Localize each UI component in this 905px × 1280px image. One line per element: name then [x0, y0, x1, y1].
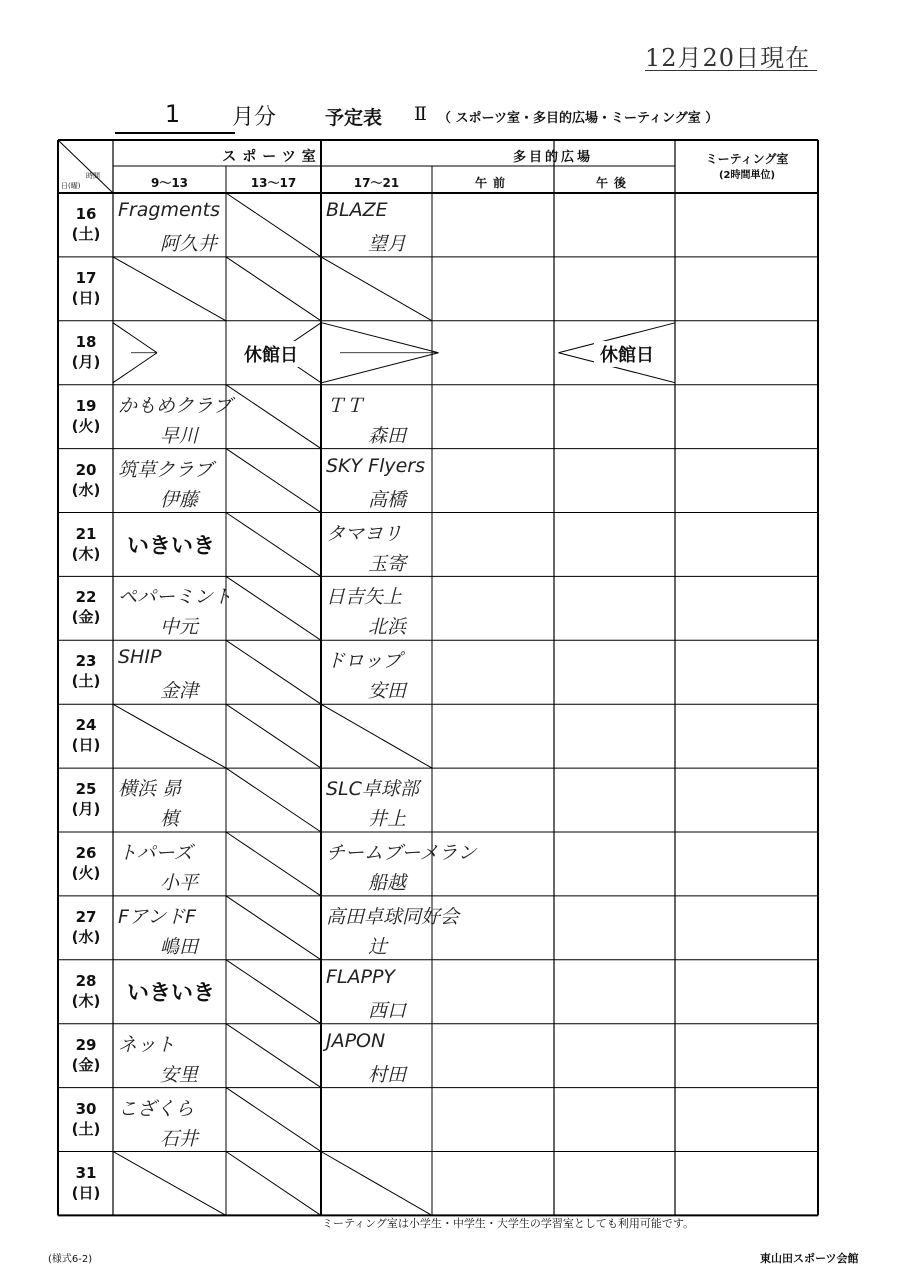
booking-contact-name: 嶋田 [160, 935, 199, 958]
booking-group-name: SHIP [118, 646, 162, 669]
as-of-date-text: 12月20日現在 [645, 44, 811, 72]
closed-line [322, 323, 439, 353]
header-meeting-room: ミーティング室 [705, 152, 789, 166]
corner-day-label: 日(曜) [61, 182, 81, 190]
day-number: 24 [75, 716, 97, 735]
day-number: 18 [75, 332, 97, 351]
booking-contact-name: 阿久井 [160, 233, 218, 255]
day-number: 31 [75, 1163, 97, 1182]
header-slot-17-21: 17～21 [353, 176, 400, 190]
day-of-week: (日) [71, 736, 101, 755]
booking-contact-name: 井上 [368, 808, 407, 831]
booking-group-name: トパーズ [118, 842, 193, 864]
schedule-label: 予定表 [325, 107, 383, 129]
booking-contact-name: 辻 [368, 935, 388, 958]
corner-time-label: 時間 [86, 172, 100, 180]
day-of-week: (木) [71, 544, 101, 563]
unavailable-slash [113, 1152, 226, 1216]
unavailable-slash [113, 704, 226, 768]
day-number: 28 [75, 971, 97, 990]
day-of-week: (金) [71, 1055, 101, 1074]
title-subtitle: （ スポーツ室・多目的広場・ミーティング室 ） [438, 111, 719, 126]
booking-group-name: ペパーミント [118, 586, 233, 609]
day-of-week: (月) [71, 800, 101, 819]
booking-group-name: 日吉矢上 [326, 586, 403, 609]
unavailable-slash [321, 704, 432, 768]
booking-group-name: Fragments [118, 199, 221, 221]
booking-contact-name: 安田 [368, 680, 407, 703]
closed-day-label: 休館日 [594, 341, 660, 367]
table-roman-numeral: Ⅱ [414, 103, 427, 125]
day-of-week: (月) [71, 352, 101, 371]
booking-group-name: 高田卓球同好会 [326, 905, 460, 928]
unavailable-slash [226, 1024, 321, 1088]
unavailable-slash [226, 385, 321, 449]
unavailable-slash [226, 1088, 321, 1152]
unavailable-slash [113, 257, 226, 321]
day-number: 16 [75, 205, 97, 223]
booking-contact-name: 中元 [160, 616, 199, 639]
header-morning: 午前 [474, 176, 511, 190]
booking-group-name: SLC卓球部 [326, 778, 419, 801]
day-of-week: (金) [71, 608, 101, 627]
booking-contact-name: 伊藤 [160, 488, 199, 511]
unavailable-slash [226, 896, 321, 960]
booking-group-name: ドロップ [326, 650, 402, 673]
day-number: 30 [75, 1099, 97, 1118]
day-of-week: (日) [71, 1183, 101, 1202]
footer-note: ミーティング室は小学生・中学生・大学生の学習室としても利用可能です。 [322, 1217, 695, 1230]
unavailable-slash [226, 704, 321, 768]
unavailable-slash [226, 960, 321, 1024]
booking-contact-name: 石井 [160, 1127, 199, 1150]
unavailable-slash [226, 576, 321, 640]
day-of-week: (土) [71, 1119, 101, 1138]
header-slot-13-17: 13～17 [250, 176, 297, 190]
day-of-week: (水) [71, 480, 101, 499]
header-afternoon: 午後 [595, 176, 632, 190]
booking-contact-name: 望月 [368, 233, 407, 255]
booking-contact-name: 高橋 [368, 488, 407, 511]
booking-contact-name: 小平 [160, 872, 199, 894]
day-number: 22 [75, 588, 97, 607]
closed-day-label: 休館日 [238, 341, 304, 367]
day-of-week: (水) [71, 927, 101, 946]
booking-contact-name: 金津 [160, 680, 199, 703]
day-of-week: (土) [71, 672, 101, 691]
booking-contact-name: 森田 [368, 424, 407, 447]
booking-group-name: こざくら [118, 1097, 195, 1120]
day-number: 25 [75, 780, 97, 799]
day-number: 29 [75, 1035, 97, 1054]
booking-contact-name: 北浜 [368, 616, 407, 639]
booking-group-name: FLAPPY [326, 965, 396, 988]
day-number: 21 [75, 524, 97, 543]
booking-group-name: 横浜 昴 [118, 778, 182, 801]
booking-contact-name: 西口 [368, 999, 407, 1022]
day-of-week: (火) [71, 864, 101, 882]
unavailable-slash [226, 1152, 321, 1216]
unavailable-slash [226, 640, 321, 704]
day-number: 17 [75, 268, 97, 287]
closed-line [113, 323, 157, 353]
day-of-week: (土) [71, 225, 101, 243]
booking-contact-name: 村田 [368, 1063, 407, 1086]
booking-contact-name: 安里 [160, 1063, 199, 1086]
booking-group-name: 筑草クラブ [118, 458, 214, 481]
day-of-week: (日) [71, 288, 101, 307]
booking-group-name: ＴＴ [326, 394, 365, 417]
header-multipurpose: 多目的広場 [512, 150, 593, 165]
booking-group-name: タマヨリ [326, 522, 403, 545]
booking-group-name: いきいき [127, 533, 216, 559]
month-number: 1 [164, 100, 181, 128]
day-number: 23 [75, 652, 97, 671]
unavailable-slash [226, 449, 321, 513]
booking-contact-name: 船越 [368, 872, 407, 894]
organization-name: 東山田スポーツ会館 [760, 1252, 859, 1265]
booking-contact-name: 玉寄 [368, 552, 407, 575]
day-number: 26 [75, 844, 97, 862]
unavailable-slash [321, 257, 432, 321]
unavailable-slash [226, 193, 321, 257]
header-sports-room: スポーツ室 [222, 149, 322, 165]
booking-group-name: FアンドF [118, 905, 197, 928]
booking-contact-name: 槙 [160, 808, 180, 831]
unavailable-slash [226, 832, 321, 896]
booking-group-name: JAPON [326, 1029, 386, 1052]
day-number: 19 [75, 396, 97, 415]
booking-group-name: BLAZE [326, 199, 388, 221]
day-number: 27 [75, 907, 97, 926]
booking-group-name: チームブーメラン [326, 842, 477, 864]
booking-group-name: ネット [118, 1033, 176, 1056]
booking-group-name: SKY Flyers [326, 454, 426, 477]
booking-contact-name: 早川 [160, 424, 199, 447]
closed-line [322, 353, 439, 383]
unavailable-slash [321, 1152, 432, 1216]
form-number: (様式6-2) [48, 1254, 93, 1265]
month-label: 月分 [232, 105, 277, 130]
day-of-week: (木) [71, 991, 101, 1010]
unavailable-slash [226, 257, 321, 321]
booking-group-name: かもめクラブ [118, 394, 233, 417]
header-meeting-sub: (2時間単位) [718, 170, 776, 181]
unavailable-slash [226, 513, 321, 577]
day-number: 20 [75, 460, 97, 479]
unavailable-slash [226, 768, 321, 832]
header-slot-9-13: 9～13 [150, 176, 189, 190]
booking-group-name: いきいき [127, 980, 216, 1006]
closed-line [113, 353, 157, 383]
day-of-week: (火) [71, 416, 101, 435]
